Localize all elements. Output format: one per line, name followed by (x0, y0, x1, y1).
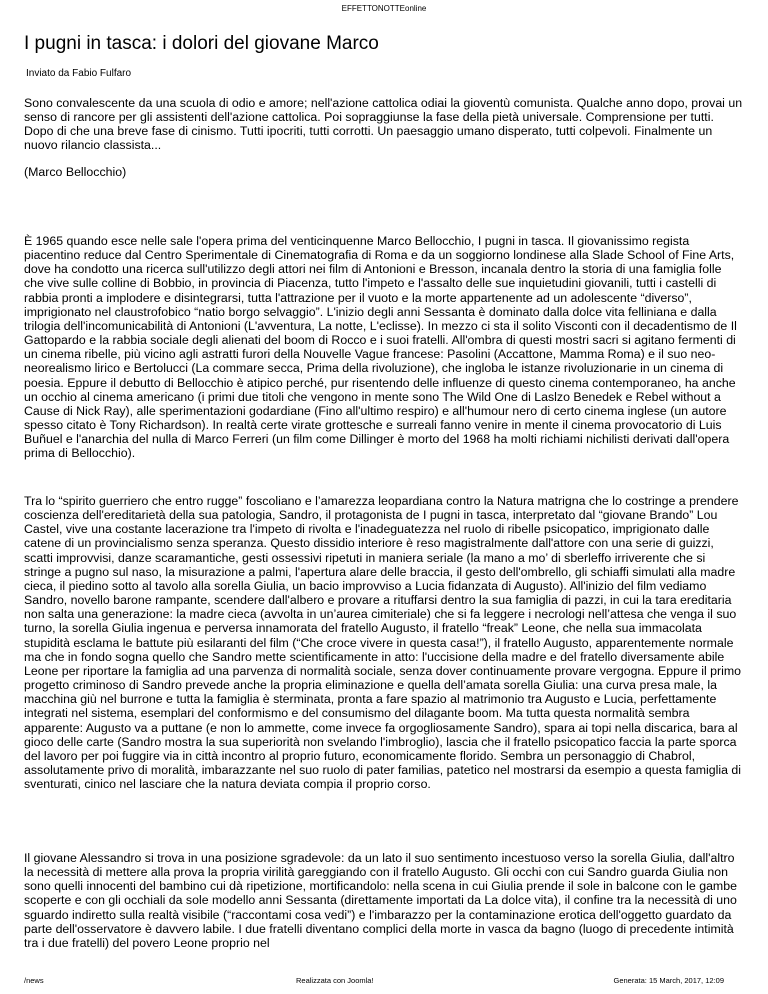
site-header: EFFETTONOTTEonline (341, 4, 427, 13)
footer-generated-date: Generata: 15 March, 2017, 12:09 (613, 976, 724, 985)
article-paragraph-intro-quote: Sono convalescente da una scuola di odio e amore; nell'azione cattolica odiai la gioventù comunista. Qualche anno dopo, provai un senso di rancore per gli assistenti dell'azione cattolica. Poi sopraggiunse la fase della pietà universale. Comprensione per tutti. Dopo di che una breve fase di cinismo. Tutti ipocriti, tutti corrotti. Un paesaggio umano disperato, tutti colpevoli. Finalmente un nuovo rilancio classista... (24, 96, 743, 153)
footer-path: /news (24, 976, 44, 985)
article-title: I pugni in tasca: i dolori del giovane Marco (24, 33, 379, 54)
article-paragraph-quote-author: (Marco Bellocchio) (24, 165, 127, 179)
footer-powered-by: Realizzata con Joomla! (296, 976, 374, 985)
article-paragraph-3: Il giovane Alessandro si trova in una posizione sgradevole: da un lato il suo sentimento incestuoso verso la sorella Giulia, dall'altro la necessità di mettere alla prova la propria virilità gareggiando con il fratello Augusto. Gli occhi con cui Sandro guarda Giulia non sono quelli innocenti del bambino cui dà ripetizione, mortificandolo: nella scena in cui Giulia prende il sole in balcone con le gambe scoperte e con gli occhiali da sole modello anni Sessanta (direttamente importati da La dolce vita), il confine tra la necessità di uno sguardo indiretto sulla realtà visibile (“raccontami cosa vedi”) e l'imbarazzo per la contaminazione erotica dell'oggetto guardato da parte dell'osservatore è davvero labile. I due fratelli diventano complici della morte in vasca da bagno (luogo di precedente intimità tra i due fratelli) del povero Leone proprio nel (24, 851, 737, 950)
article-paragraph-2: Tra lo “spirito guerriero che entro rugge” foscoliano e l’amarezza leopardiana contro la Natura matrigna che lo costringe a prendere coscienza dell'ereditarietà della sua patologia, Sandro, il protagonista de I pugni in tasca, interpretato dal “giovane Brando” Lou Castel, vive una costante lacerazione tra l'impeto di rivolta e l'inadeguatezza nel ruolo di ribelle psicopatico, imprigionato dalle catene di un provincialismo senza speranza. Questo dissidio interiore è reso magistralmente dall'attore con una serie di guizzi, scatti improvvisi, danze scaramantiche, gesti ossessivi ripetuti in maniera seriale (la mano a mo’ di sberleffo irriverente che si stringe a pugno sul naso, la misurazione a palmi, l'apertura alare delle braccia, il gesto dell'ombrello, gli schiaffi simulati alla madre cieca, il piedino sotto al tavolo alla sorella Giulia, un bacio improvviso a Lucia fidanzata di Augusto). All'inizio del film vediamo Sandro, novello barone rampante, scendere dall'albero e provare a rituffarsi dentro la sua famiglia di pazzi, in cui la tara ereditaria non salta una generazione: la madre cieca (avvolta in un’aurea cimiteriale) che si fa leggere i necrologi nell’attesa che venga il suo turno, la sorella Giulia ingenua e perversa innamorata del fratello Augusto, il fratello “freak” Leone, che nella sua immacolata stupidità esclama le battute più esilaranti del film (“Che croce vivere in questa casa!”), il fratello Augusto, apparentemente normale ma che in fondo sogna quello che Sandro mette scientificamente in atto: l'uccisione della madre e del fratello diversamente abile Leone per riportare la famiglia ad una parvenza di normalità sociale, senza dover continuamente provare vergogna. Eppure il primo progetto criminoso di Sandro prevede anche la propria eliminazione e quella dell’amata sorella Giulia: una curva presa male, la macchina giù nel burrone e tutta la famiglia è sterminata, pronta a fare spazio al matrimonio tra Augusto e Lucia, perfettamente integrati nel sistema, esemplari del conformismo e del consumismo del dilagante boom. Ma tutta questa normalità sembra apparente: Augusto va a puttane (e non lo ammette, come invece fa orgogliosamente Sandro), spara ai topi nella discarica, bara al gioco delle carte (Sandro mostra la sua superiorità non svelando l'imbroglio), lascia che il fratello psicopatico faccia la parte sporca del lavoro per poi fuggire via in città incontro al proprio futuro, economicamente florido. Sembra un personaggio di Chabrol, assolutamente privo di moralità, imbarazzante nel suo ruolo di pater familias, patetico nel mostrarsi da esempio a questa famiglia di sventurati, cinico nel lasciare che la natura deviata compia il proprio corso. (24, 494, 742, 792)
article-byline: Inviato da Fabio Fulfaro (26, 68, 132, 79)
article-paragraph-1: È 1965 quando esce nelle sale l'opera prima del venticinquenne Marco Bellocchio, I pugni in tasca. Il giovanissimo regista piacentino reduce dal Centro Sperimentale di Cinematografia di Roma e da un soggiorno londinese alla Slade School of Fine Arts, dove ha condotto una ricerca sull'utilizzo degli attori nei film di Antonioni e Bresson, incanala dentro la storia di una famiglia folle che vive sulle colline di Bobbio, in provincia di Piacenza, tutto l'impeto e l'assalto delle sue inquietudini giovanili, tutti i castelli di rabbia pronti a implodere e disintegrarsi, tutta l'attrazione per il vuoto e la morte appartenente ad un adolescente “diverso”, imprigionato nel claustrofobico “natio borgo selvaggio”. L'inizio degli anni Sessanta è dominato dalla dolce vita felliniana e dalla trilogia dell'incomunicabilità di Antonioni (L'avventura, La notte, L'eclisse). In mezzo ci sta il solito Visconti con il decadentismo de Il Gattopardo e la rabbia sociale degli alienati del boom di Rocco e i suoi fratelli. All'ombra di questi mostri sacri si agitano fermenti di un cinema ribelle, più vicino agli astratti furori della Nouvelle Vague francese: Pasolini (Accattone, Mamma Roma) e il suo neo-neorealismo lirico e Bertolucci (La commare secca, Prima della rivoluzione), che ingloba le istanze rivoluzionarie in un cinema di poesia. Eppure il debutto di Bellocchio è atipico perché, pur risentendo delle influenze di questo cinema contemporaneo, ha anche un occhio al cinema americano (i primi due titoli che vengono in mente sono The Wild One di Laslzo Benedek e Rebel without a Cause di Nick Ray), alle sperimentazioni godardiane (Fino all'ultimo respiro) e all'humour nero di certo cinema inglese (un autore spesso citato è Tony Richardson). In realtà certe virate grottesche e surreali fanno venire in mente il cinema provocatorio di Luis Buñuel e l'anarchia del nulla di Marco Ferreri (un film come Dillinger è morto del 1968 ha molti richiami nichilisti derivati dall'opera prima di Bellocchio). (24, 234, 737, 461)
